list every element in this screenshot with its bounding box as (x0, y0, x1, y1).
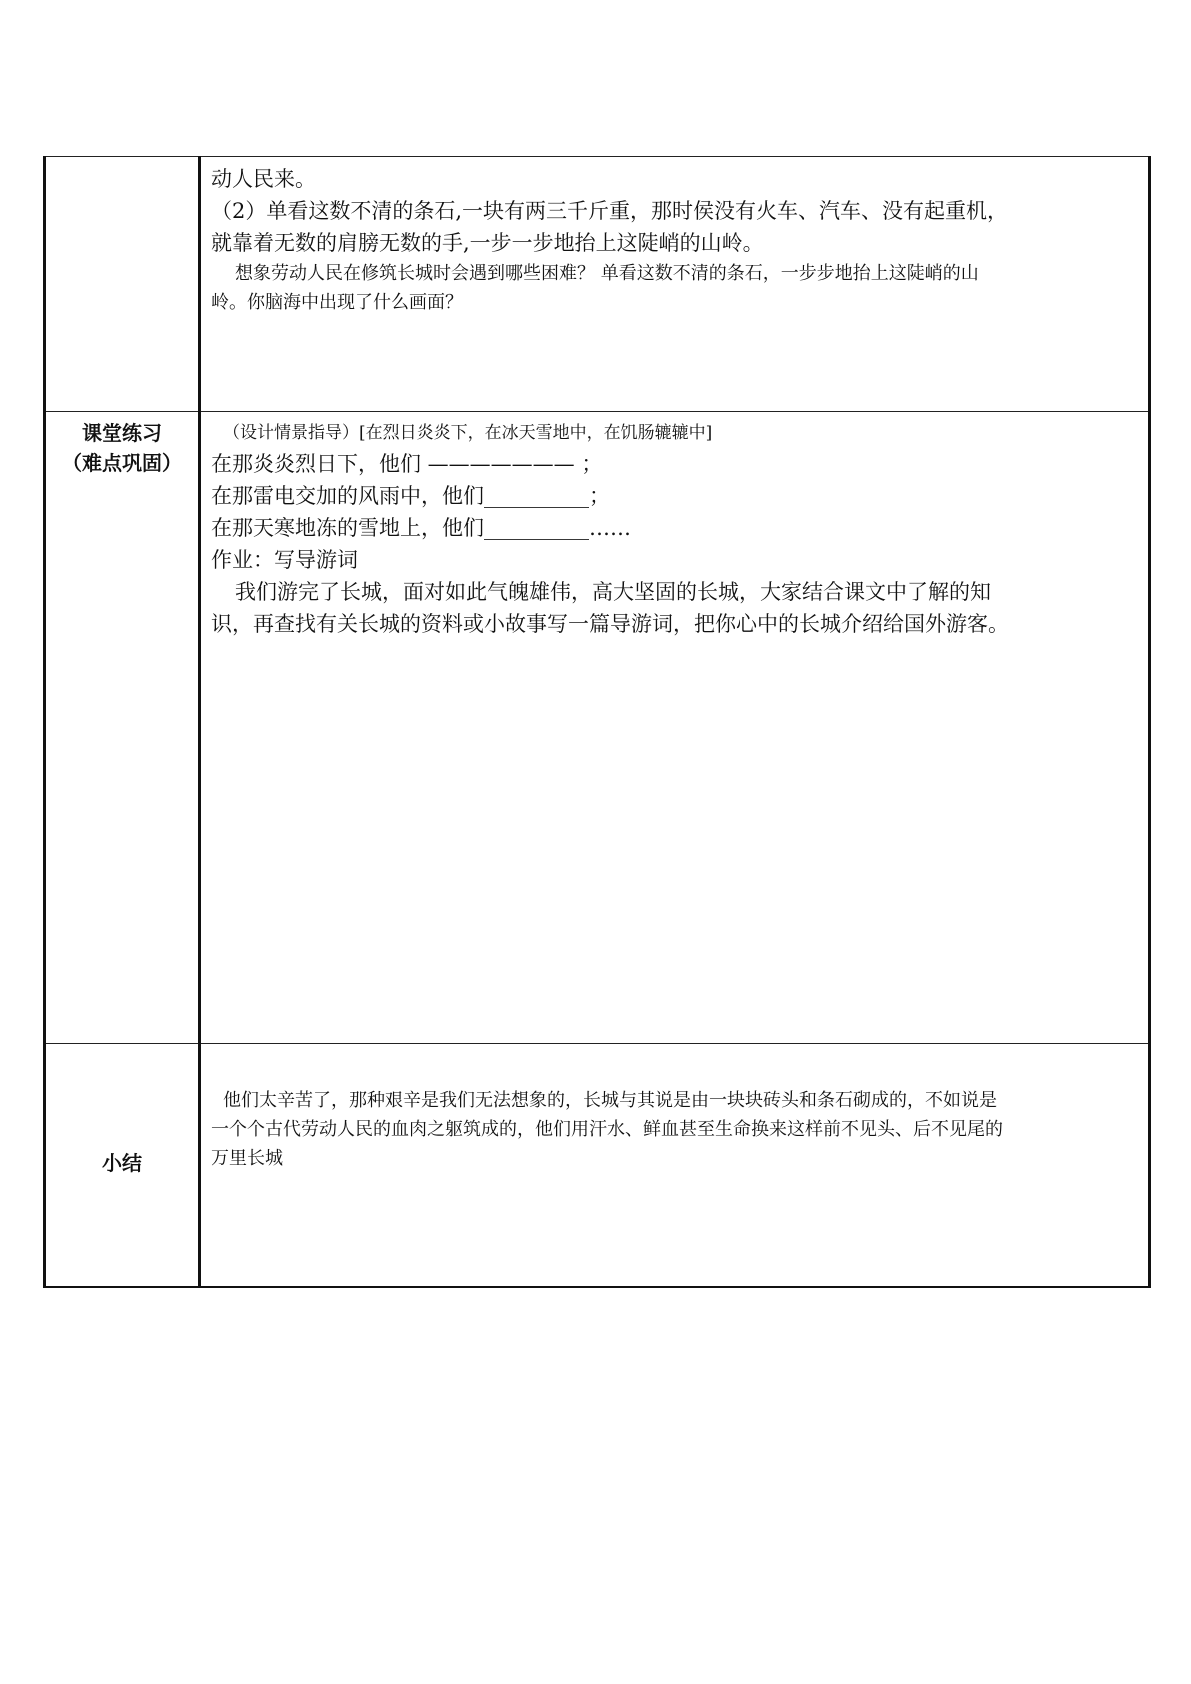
summary-content-cell (200, 1044, 1150, 1288)
row-label-practice (45, 412, 200, 1044)
practice-label: 课堂练习 (82, 421, 162, 445)
content-line: （设计情景指导）[在烈日炎炎下，在冰天雪地中，在饥肠辘辘中] (223, 423, 713, 443)
table-row-summary (45, 1044, 1150, 1288)
table-row-practice (45, 412, 1150, 1044)
content-line: 想象劳动人民在修筑长城时会遇到哪些困难？ 单看这数不清的条石，一步步地抬上这陡峭的山 (235, 263, 979, 284)
content-line: 在那炎炎烈日下，他们 ——————— ； (211, 452, 603, 476)
content-line: 在那雷电交加的风雨中，他们__________； (211, 484, 610, 508)
content-line: 动人民来。 (211, 167, 316, 191)
row-label-summary (45, 1044, 200, 1288)
table-row-reading (45, 157, 1150, 412)
content-line: 他们太辛苦了，那种艰辛是我们无法想象的，长城与其说是由一块块砖头和条石砌成的，不如说是 (223, 1090, 997, 1111)
summary-label: 小结 (102, 1151, 142, 1175)
content-line: 作业：写导游词 (211, 548, 358, 572)
lesson-plan-table (43, 156, 1151, 1288)
content-line: 我们游完了长城，面对如此气魄雄伟，高大坚固的长城，大家结合课文中了解的知 (235, 580, 991, 604)
content-line: 就靠着无数的肩膀无数的手,一步一步地抬上这陡峭的山岭。 (211, 231, 764, 255)
practice-sublabel: （难点巩固） (62, 451, 182, 475)
content-line: 识，再查找有关长城的资料或小故事写一篇导游词，把你心中的长城介绍给国外游客。 (211, 612, 1009, 636)
row-label-empty (45, 157, 200, 412)
practice-content-cell (200, 412, 1150, 1044)
reading-content-cell (200, 157, 1150, 412)
content-line: 在那天寒地冻的雪地上，他们__________…… (211, 516, 631, 540)
content-line: 万里长城 (211, 1148, 283, 1169)
content-line: 一个个古代劳动人民的血肉之躯筑成的，他们用汗水、鲜血甚至生命换来这样前不见头、后不见尾的 (211, 1119, 1003, 1140)
content-line: 岭。你脑海中出现了什么画面？ (211, 292, 463, 313)
content-line: （2）单看这数不清的条石,一块有两三千斤重，那时侯没有火车、汽车、没有起重机， (211, 199, 1009, 223)
